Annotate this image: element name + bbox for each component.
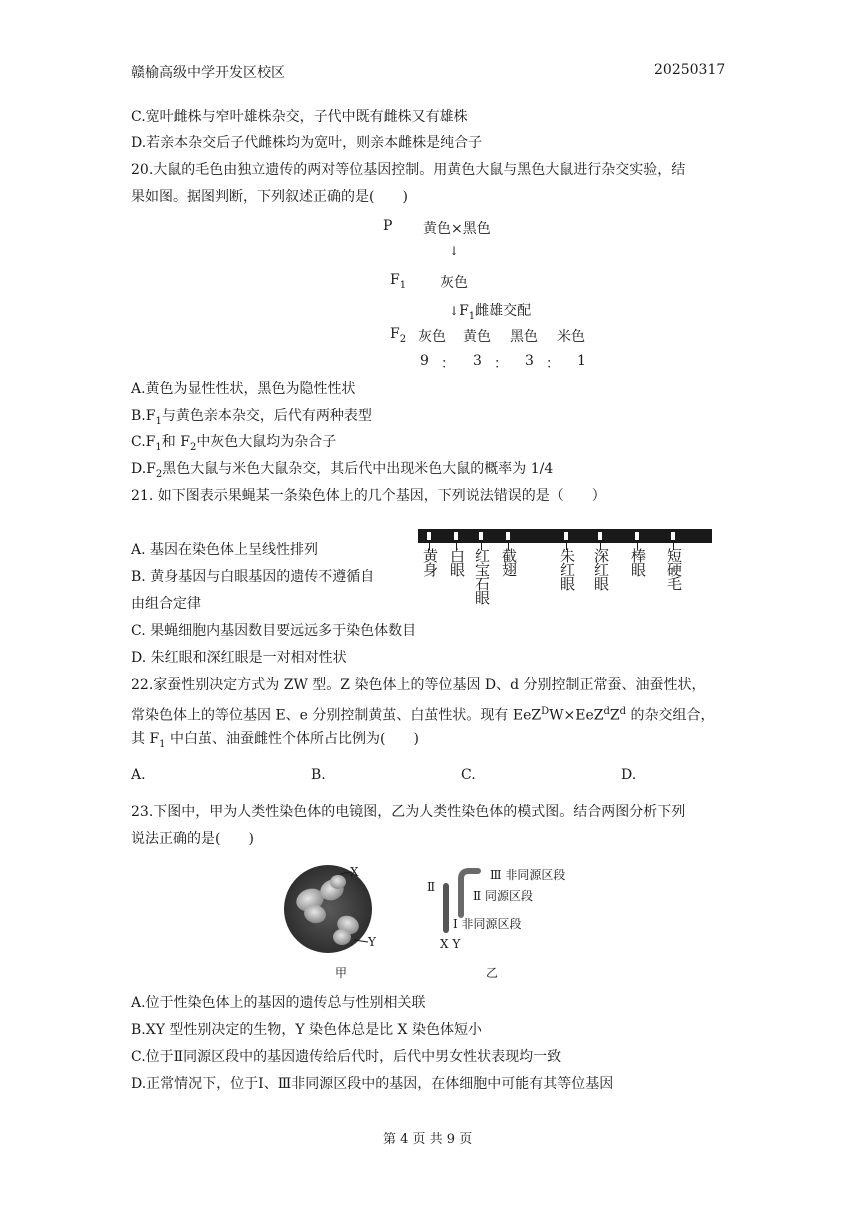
q20-option-c: $C.F_1$和 $F_2$中灰色大鼠均为杂合子 (131, 434, 337, 453)
gene-label-white-eye: 白眼 (448, 548, 466, 576)
q22-stem-line3: 其 $F_1$ 中白茧、油蚕雌性个体所占比例为( ) (131, 731, 419, 750)
f2-pheno-2: 黄色 (463, 329, 491, 345)
f1-label: $F_1$ (390, 272, 407, 291)
q22-option-c: C. (461, 767, 476, 783)
chromosome-bar (418, 529, 712, 543)
ratio-1: 1 (577, 353, 586, 369)
p-cross: 黄色×黑色 (423, 221, 491, 237)
q21-option-d: D. 朱红眼和深红眼是一对相对性状 (131, 650, 347, 666)
gene-locus (506, 532, 510, 540)
gene-label-bar-eye: 棒眼 (629, 548, 647, 576)
gene-locus (635, 532, 639, 540)
gene-label-cut-wing: 截翅 (500, 548, 518, 576)
p-label: P (383, 218, 393, 234)
figure-jia-caption: 甲 (335, 966, 348, 980)
q19-option-d: D.若亲本杂交后子代雌株均为宽叶，则亲本雌株是纯合子 (131, 135, 483, 151)
q22-option-a: A. (131, 767, 146, 783)
q21-stem: 21. 如下图表示果蝇某一条染色体上的几个基因，下列说法错误的是（ ） (131, 488, 606, 504)
gene-label-deep-red-eye: 深红眼 (592, 548, 610, 590)
ratio-sep: ： (494, 356, 508, 372)
ratio-3a: 3 (473, 353, 482, 369)
region-3-label: Ⅲ 非同源区段 (490, 868, 566, 882)
q20-stem-line2: 果如图。据图判断，下列叙述正确的是( ) (131, 189, 408, 205)
exam-date: 20250317 (654, 62, 726, 78)
q23-stem-line2: 说法正确的是( ) (131, 831, 254, 847)
q22-option-d: D. (621, 767, 637, 783)
q21-option-a: A. 基因在染色体上呈线性排列 (131, 542, 319, 558)
gene-label-vermilion-eye: 朱红眼 (558, 548, 576, 590)
f2-pheno-1: 灰色 (418, 329, 446, 345)
down-arrow-icon: ↓ (449, 304, 460, 318)
q21-option-b: B. 黄身基因与白眼基因的遗传不遵循自 (131, 569, 375, 585)
page-number: 第 4 页 共 9 页 (383, 1132, 473, 1147)
em-y-label: Y (368, 935, 376, 949)
f2-pheno-3: 黑色 (510, 329, 538, 345)
q23-option-c: C.位于Ⅱ同源区段中的基因遗传给后代时，后代中男女性状表现均一致 (131, 1049, 562, 1065)
q22-stem-line1: 22.家蚕性别决定方式为 ZW 型。Z 染色体上的等位基因 D、d 分别控制正常蚕、油蚕性状， (131, 677, 706, 693)
gene-label-short-bristle: 短硬毛 (665, 548, 683, 590)
gene-locus (454, 532, 458, 540)
q22-stem-line2: 常染色体上的等位基因 E、e 分别控制黄茧、白茧性状。现有 $EeZ^DW\times EeZ^dZ^d$ 的杂交组合， (131, 706, 715, 724)
q21-option-c: C. 果蝇细胞内基因数目要远远多于染色体数目 (131, 623, 417, 639)
x-chromosome-bar (443, 883, 449, 933)
q23-option-d: D.正常情况下，位于Ⅰ、Ⅲ非同源区段中的基因，在体细胞中可能有其等位基因 (131, 1076, 614, 1092)
school-name: 赣榆高级中学开发区校区 (131, 65, 285, 81)
gene-label-ruby-eye: 红宝石眼 (473, 548, 491, 604)
q20-option-b: $B.F_1$与黄色亲本杂交，后代有两种表型 (131, 408, 372, 427)
q19-option-c: C.宽叶雌株与窄叶雄株杂交，子代中既有雌株又有雄株 (131, 109, 468, 125)
gene-locus (427, 532, 431, 540)
gene-label-yellow-body: 黄身 (421, 548, 439, 576)
ratio-3b: 3 (525, 353, 534, 369)
region-1-label: Ⅰ 非同源区段 (453, 917, 522, 931)
gene-locus (564, 532, 568, 540)
xy-labels: X Y (440, 937, 461, 951)
em-x-label: X (350, 865, 359, 879)
q23-option-a: A.位于性染色体上的基因的遗传总与性别相关联 (131, 995, 426, 1011)
figure-yi-caption: 乙 (486, 966, 499, 980)
gene-locus (479, 532, 483, 540)
f2-pheno-4: 米色 (557, 329, 585, 345)
gene-locus (671, 532, 675, 540)
q23-option-b: B.XY 型性别决定的生物，Y 染色体总是比 X 染色体短小 (131, 1022, 482, 1038)
q23-stem-line1: 23.下图中，甲为人类性染色体的电镜图，乙为人类性染色体的模式图。结合两图分析下列 (131, 804, 686, 820)
roman-2-label: Ⅱ (427, 880, 436, 894)
f1-phenotype: 灰色 (440, 275, 468, 291)
q21-option-b-cont: 由组合定律 (131, 596, 201, 612)
f2-label: $F_2$ (390, 326, 407, 345)
f1-cross-label: $↓F_1$雌雄交配 (449, 303, 532, 322)
region-2-label: Ⅱ 同源区段 (473, 889, 533, 903)
ratio-9: 9 (420, 353, 429, 369)
q22-option-b: B. (311, 767, 326, 783)
sex-chromosome-schematic (420, 865, 500, 945)
gene-locus (598, 532, 602, 540)
q20-option-d: $D.F_2$黑色大鼠与米色大鼠杂交，其后代中出现米色大鼠的概率为 1/4 (131, 461, 554, 480)
q20-stem-line1: 20.大鼠的毛色由独立遗传的两对等位基因控制。用黄色大鼠与黑色大鼠进行杂交实验，结 (131, 162, 686, 178)
ratio-sep: ： (441, 356, 455, 372)
ratio-sep: ： (546, 356, 560, 372)
down-arrow-icon: ↓ (449, 244, 460, 258)
q20-option-a: A.黄色为显性性状，黑色为隐性性状 (131, 381, 356, 397)
